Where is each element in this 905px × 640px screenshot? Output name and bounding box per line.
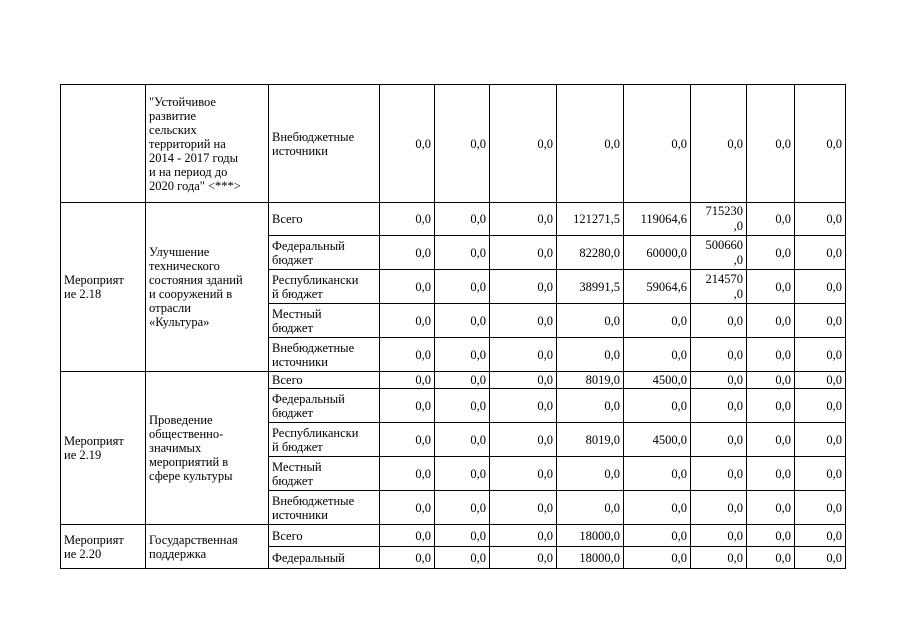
amount-cell: 0,0 <box>490 85 557 203</box>
amount-cell: 18000,0 <box>557 525 624 547</box>
amount-cell: 0,0 <box>435 491 490 525</box>
amount-cell: 0,0 <box>795 270 846 304</box>
amount-cell: 0,0 <box>380 457 435 491</box>
amount-cell: 0,0 <box>557 389 624 423</box>
amount-cell: 0,0 <box>691 389 747 423</box>
amount-cell: 0,0 <box>490 491 557 525</box>
amount-cell: 0,0 <box>747 203 795 236</box>
amount-cell: 0,0 <box>490 525 557 547</box>
amount-cell: 82280,0 <box>557 236 624 270</box>
amount-cell: 0,0 <box>624 525 691 547</box>
amount-cell: 59064,6 <box>624 270 691 304</box>
amount-cell: 119064,6 <box>624 203 691 236</box>
measure-name-cell: Государственная поддержка <box>146 525 269 569</box>
amount-cell: 0,0 <box>490 547 557 569</box>
amount-cell: 0,0 <box>795 338 846 372</box>
amount-cell: 0,0 <box>435 423 490 457</box>
amount-cell: 0,0 <box>490 203 557 236</box>
table-row <box>61 525 846 547</box>
amount-cell: 0,0 <box>747 304 795 338</box>
funding-source-cell: Внебюджетные источники <box>269 491 380 525</box>
amount-cell: 0,0 <box>795 85 846 203</box>
amount-cell: 0,0 <box>557 457 624 491</box>
amount-cell: 0,0 <box>490 270 557 304</box>
measure-label-cell <box>61 85 146 203</box>
budget-table-body <box>61 85 846 569</box>
amount-cell: 0,0 <box>747 491 795 525</box>
funding-source-cell: Внебюджетные источники <box>269 338 380 372</box>
amount-cell: 715230 ,0 <box>691 203 747 236</box>
amount-cell: 0,0 <box>691 491 747 525</box>
amount-cell: 0,0 <box>691 525 747 547</box>
amount-cell: 0,0 <box>435 304 490 338</box>
measure-name-cell: Проведение общественно- значимых мероприятий в сфере культуры <box>146 372 269 525</box>
amount-cell: 0,0 <box>490 236 557 270</box>
amount-cell: 0,0 <box>691 547 747 569</box>
measure-label-cell: Мероприят ие 2.20 <box>61 525 146 569</box>
amount-cell: 0,0 <box>380 389 435 423</box>
amount-cell: 0,0 <box>490 423 557 457</box>
amount-cell: 0,0 <box>747 547 795 569</box>
amount-cell: 4500,0 <box>624 372 691 389</box>
funding-source-cell: Федеральный <box>269 547 380 569</box>
amount-cell: 0,0 <box>380 270 435 304</box>
amount-cell: 0,0 <box>691 338 747 372</box>
funding-source-cell: Республикански й бюджет <box>269 270 380 304</box>
amount-cell: 4500,0 <box>624 423 691 457</box>
measure-name-cell: "Устойчивое развитие сельских территорий на 2014 - 2017 годы и на период до 2020 года" <***> <box>146 85 269 203</box>
amount-cell: 0,0 <box>557 85 624 203</box>
amount-cell: 0,0 <box>435 389 490 423</box>
amount-cell: 0,0 <box>624 85 691 203</box>
funding-source-cell: Всего <box>269 203 380 236</box>
amount-cell: 0,0 <box>380 525 435 547</box>
amount-cell: 0,0 <box>691 457 747 491</box>
amount-cell: 0,0 <box>435 236 490 270</box>
amount-cell: 0,0 <box>795 236 846 270</box>
amount-cell: 0,0 <box>624 457 691 491</box>
funding-source-cell: Республикански й бюджет <box>269 423 380 457</box>
measure-name-cell: Улучшение технического состояния зданий и сооружений в отрасли «Культура» <box>146 203 269 372</box>
amount-cell: 0,0 <box>795 423 846 457</box>
amount-cell: 0,0 <box>435 547 490 569</box>
amount-cell: 0,0 <box>380 491 435 525</box>
amount-cell: 0,0 <box>557 338 624 372</box>
amount-cell: 0,0 <box>795 491 846 525</box>
amount-cell: 38991,5 <box>557 270 624 304</box>
amount-cell: 0,0 <box>795 525 846 547</box>
measure-label-cell: Мероприят ие 2.19 <box>61 372 146 525</box>
table-row <box>61 85 846 203</box>
amount-cell: 0,0 <box>380 547 435 569</box>
amount-cell: 0,0 <box>557 304 624 338</box>
amount-cell: 121271,5 <box>557 203 624 236</box>
amount-cell: 8019,0 <box>557 372 624 389</box>
amount-cell: 214570 ,0 <box>691 270 747 304</box>
funding-source-cell: Местный бюджет <box>269 304 380 338</box>
table-row <box>61 372 846 389</box>
amount-cell: 0,0 <box>624 304 691 338</box>
funding-source-cell: Всего <box>269 372 380 389</box>
amount-cell: 0,0 <box>490 304 557 338</box>
amount-cell: 0,0 <box>747 236 795 270</box>
amount-cell: 0,0 <box>435 85 490 203</box>
amount-cell: 0,0 <box>795 457 846 491</box>
funding-source-cell: Федеральный бюджет <box>269 389 380 423</box>
amount-cell: 0,0 <box>435 338 490 372</box>
amount-cell: 0,0 <box>435 372 490 389</box>
amount-cell: 8019,0 <box>557 423 624 457</box>
amount-cell: 0,0 <box>795 304 846 338</box>
amount-cell: 0,0 <box>380 304 435 338</box>
funding-source-cell: Местный бюджет <box>269 457 380 491</box>
amount-cell: 0,0 <box>691 372 747 389</box>
budget-table <box>60 84 846 569</box>
amount-cell: 0,0 <box>747 338 795 372</box>
amount-cell: 0,0 <box>380 338 435 372</box>
amount-cell: 0,0 <box>557 491 624 525</box>
funding-source-cell: Внебюджетные источники <box>269 85 380 203</box>
amount-cell: 0,0 <box>747 457 795 491</box>
amount-cell: 500660 ,0 <box>691 236 747 270</box>
amount-cell: 0,0 <box>795 372 846 389</box>
amount-cell: 0,0 <box>624 338 691 372</box>
amount-cell: 0,0 <box>435 457 490 491</box>
amount-cell: 0,0 <box>435 203 490 236</box>
measure-label-cell: Мероприят ие 2.18 <box>61 203 146 372</box>
amount-cell: 0,0 <box>691 85 747 203</box>
amount-cell: 0,0 <box>795 547 846 569</box>
amount-cell: 0,0 <box>747 525 795 547</box>
funding-source-cell: Всего <box>269 525 380 547</box>
amount-cell: 0,0 <box>490 457 557 491</box>
amount-cell: 0,0 <box>691 423 747 457</box>
amount-cell: 0,0 <box>380 85 435 203</box>
amount-cell: 0,0 <box>435 270 490 304</box>
amount-cell: 0,0 <box>380 203 435 236</box>
amount-cell: 0,0 <box>380 372 435 389</box>
amount-cell: 0,0 <box>691 304 747 338</box>
amount-cell: 0,0 <box>747 372 795 389</box>
amount-cell: 0,0 <box>380 236 435 270</box>
amount-cell: 0,0 <box>747 423 795 457</box>
amount-cell: 0,0 <box>747 85 795 203</box>
amount-cell: 0,0 <box>490 389 557 423</box>
amount-cell: 0,0 <box>747 389 795 423</box>
amount-cell: 0,0 <box>380 423 435 457</box>
amount-cell: 18000,0 <box>557 547 624 569</box>
amount-cell: 0,0 <box>624 491 691 525</box>
funding-source-cell: Федеральный бюджет <box>269 236 380 270</box>
amount-cell: 0,0 <box>624 389 691 423</box>
amount-cell: 0,0 <box>624 547 691 569</box>
amount-cell: 60000,0 <box>624 236 691 270</box>
amount-cell: 0,0 <box>435 525 490 547</box>
amount-cell: 0,0 <box>795 203 846 236</box>
amount-cell: 0,0 <box>795 389 846 423</box>
amount-cell: 0,0 <box>747 270 795 304</box>
amount-cell: 0,0 <box>490 372 557 389</box>
amount-cell: 0,0 <box>490 338 557 372</box>
table-row <box>61 203 846 236</box>
